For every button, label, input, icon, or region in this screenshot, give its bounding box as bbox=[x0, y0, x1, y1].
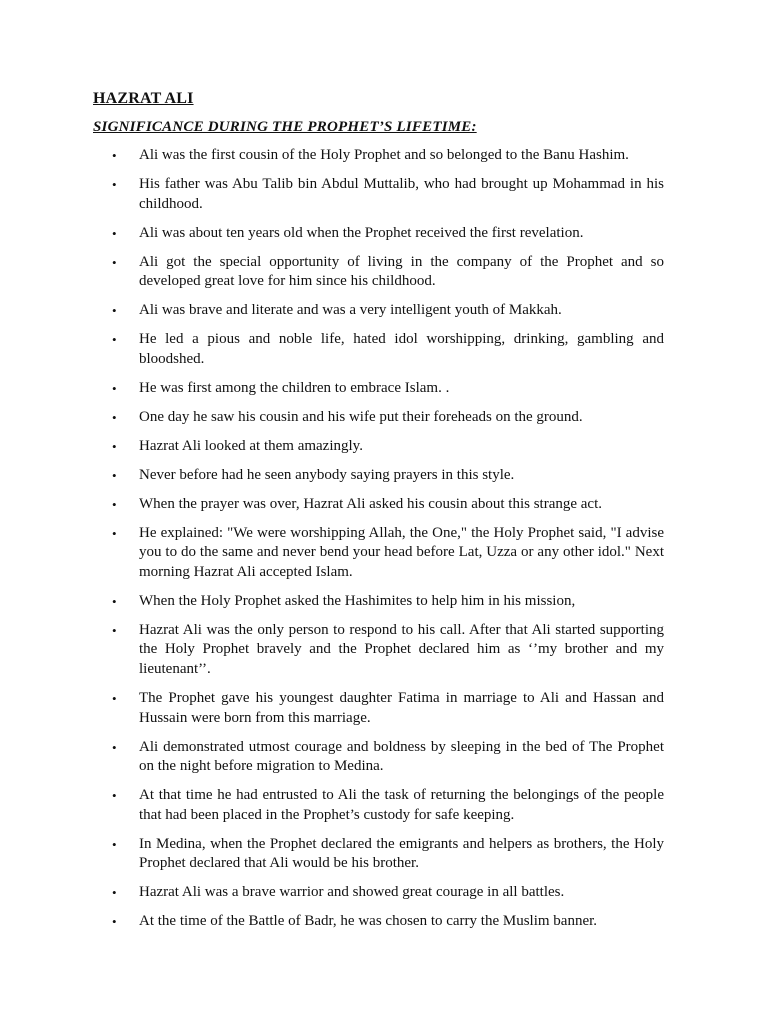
list-item bbox=[112, 379, 664, 399]
list-item-text: When the prayer was over, Hazrat Ali asked his cousin about this strange act. bbox=[139, 495, 603, 512]
list-item-text: The Prophet gave his youngest daughter Fatima in marriage to Ali and Hassan and Hussain were born from this marriage. bbox=[139, 689, 664, 726]
list-item bbox=[112, 912, 664, 932]
bullet-icon: • bbox=[112, 788, 117, 804]
list-item bbox=[112, 592, 664, 612]
list-item-text: When the Holy Prophet asked the Hashimites to help him in his mission, bbox=[139, 592, 576, 609]
bullet-icon: • bbox=[112, 332, 117, 348]
bullet-icon: • bbox=[112, 622, 117, 638]
bullet-list bbox=[112, 146, 664, 941]
bullet-icon: • bbox=[112, 438, 117, 454]
list-item-text: Ali demonstrated utmost courage and boldness by sleeping in the bed of The Prophet on the night before migration to Medina. bbox=[139, 738, 664, 775]
list-item-text: His father was Abu Talib bin Abdul Muttalib, who had brought up Mohammad in his childhood. bbox=[139, 175, 664, 212]
list-item-text: He explained: "We were worshipping Allah, the One," the Holy Prophet said, "I advise you to do the same and never bend your head before Lat, Uzza or any other idol." Next morning Hazrat Ali accepted Islam. bbox=[139, 524, 664, 580]
list-item-text: Hazrat Ali looked at them amazingly. bbox=[139, 437, 363, 454]
list-item-text: Ali was about ten years old when the Prophet received the first revelation. bbox=[139, 224, 584, 241]
bullet-icon: • bbox=[112, 380, 117, 396]
list-item bbox=[112, 689, 664, 728]
list-item bbox=[112, 835, 664, 874]
list-item bbox=[112, 738, 664, 777]
list-item-text: At the time of the Battle of Badr, he was chosen to carry the Muslim banner. bbox=[139, 913, 598, 930]
bullet-icon: • bbox=[112, 885, 117, 901]
bullet-icon: • bbox=[112, 593, 117, 609]
bullet-icon: • bbox=[112, 836, 117, 852]
list-item bbox=[112, 253, 664, 292]
list-item-text: Ali was the first cousin of the Holy Prophet and so belonged to the Banu Hashim. bbox=[139, 147, 629, 163]
list-item bbox=[112, 146, 664, 166]
bullet-icon: • bbox=[112, 148, 117, 163]
document-title: HAZRAT ALI bbox=[93, 90, 194, 107]
list-item bbox=[112, 621, 664, 680]
list-item-text: Hazrat Ali was a brave warrior and showed great courage in all battles. bbox=[139, 884, 565, 901]
bullet-icon: • bbox=[112, 690, 117, 706]
bullet-icon: • bbox=[112, 496, 117, 512]
list-item bbox=[112, 175, 664, 214]
bullet-icon: • bbox=[112, 739, 117, 755]
section-heading: SIGNIFICANCE DURING THE PROPHET’S LIFETIME: bbox=[93, 119, 477, 135]
list-item-text: One day he saw his cousin and his wife put their foreheads on the ground. bbox=[139, 408, 583, 425]
bullet-icon: • bbox=[112, 914, 117, 930]
list-item-text: Hazrat Ali was the only person to respond to his call. After that Ali started supporting the Holy Prophet bravely and the Prophet declared him as ‘’my brother and my lieutenant’’. bbox=[139, 621, 664, 677]
bullet-icon: • bbox=[112, 254, 117, 270]
bullet-icon: • bbox=[112, 525, 117, 541]
list-item-text: He led a pious and noble life, hated idol worshipping, drinking, gambling and bloodshed. bbox=[139, 331, 664, 367]
list-item-text: He was first among the children to embrace Islam. . bbox=[139, 379, 450, 396]
list-item-text: At that time he had entrusted to Ali the task of returning the belongings of the people that had been placed in the Prophet’s custody for safe keeping. bbox=[139, 787, 664, 823]
list-item-text: In Medina, when the Prophet declared the emigrants and helpers as brothers, the Holy Prophet declared that Ali would be his brother. bbox=[139, 835, 664, 872]
bullet-icon: • bbox=[112, 225, 117, 241]
list-item-text: Ali was brave and literate and was a very intelligent youth of Makkah. bbox=[139, 302, 562, 319]
bullet-icon: • bbox=[112, 303, 117, 319]
list-item bbox=[112, 330, 664, 369]
bullet-icon: • bbox=[112, 409, 117, 425]
list-item bbox=[112, 437, 664, 457]
list-item bbox=[112, 466, 664, 486]
list-item-text: Never before had he seen anybody saying prayers in this style. bbox=[139, 466, 515, 483]
list-item bbox=[112, 883, 664, 903]
list-item bbox=[112, 495, 664, 515]
bullet-icon: • bbox=[112, 176, 117, 192]
list-item bbox=[112, 408, 664, 428]
list-item bbox=[112, 224, 664, 244]
bullet-icon: • bbox=[112, 467, 117, 483]
list-item bbox=[112, 301, 664, 321]
list-item-text: Ali got the special opportunity of living in the company of the Prophet and so developed great love for him since his childhood. bbox=[139, 253, 664, 290]
list-item bbox=[112, 524, 664, 583]
list-item bbox=[112, 786, 664, 825]
